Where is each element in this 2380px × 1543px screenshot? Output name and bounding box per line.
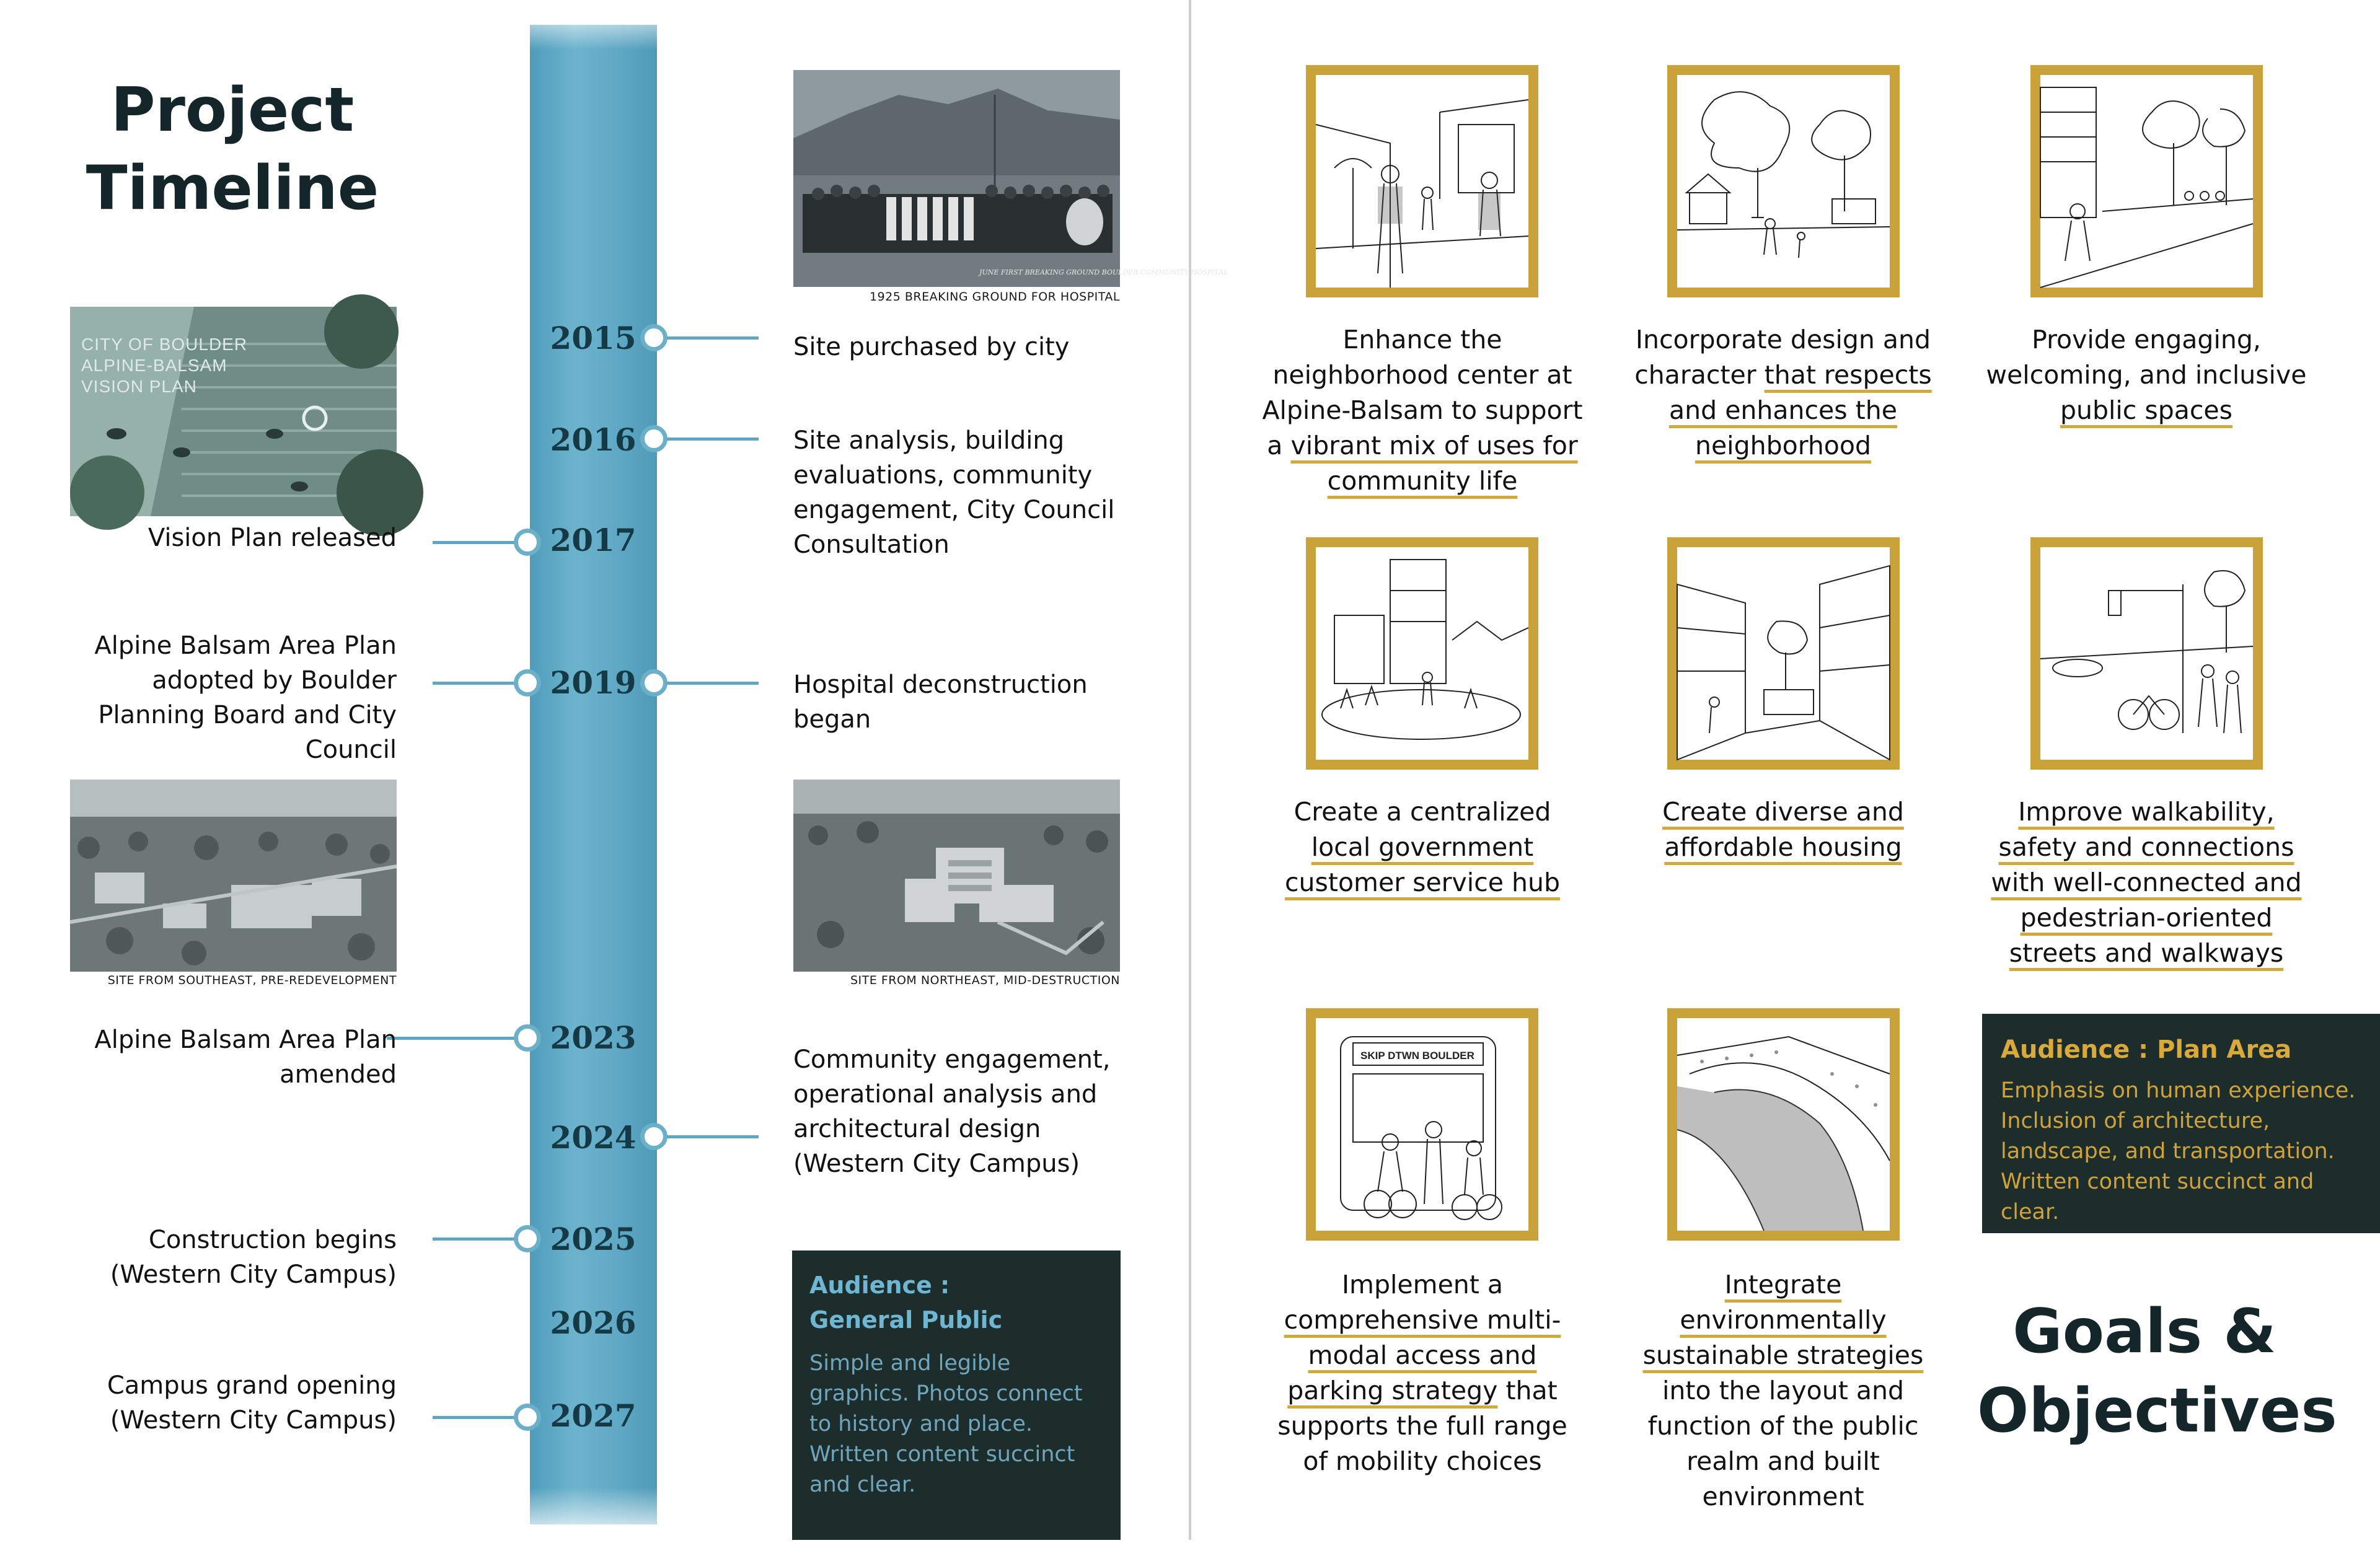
goal-6-text (1985, 794, 2307, 971)
timeline-bar (530, 25, 657, 1524)
timeline-connector-2023 (387, 1037, 516, 1040)
timeline-connector-2019-right (667, 682, 759, 685)
northeast-photo-caption: SITE FROM NORTHEAST, MID-DESTRUCTION (850, 974, 1120, 987)
timeline-node-2019-left (514, 669, 541, 697)
vision-photo-line1: CITY OF BOULDER (81, 335, 248, 354)
event-area-plan-amended: Alpine Balsam Area Plan amended (94, 1026, 397, 1089)
year-2019: 2019 (550, 664, 637, 701)
vision-plan-cover-photo (70, 307, 397, 516)
southeast-photo-caption: SITE FROM SOUTHEAST, PRE-REDEVELOPMENT (107, 974, 397, 987)
goal-2-text-highlight: that respects and enhances the neighborhood (1669, 360, 1932, 460)
hospital-photo-inscription: JUNE FIRST BREAKING GROUND BOULDER COMMUNITY HOSPITAL (979, 268, 1228, 276)
goal-7-text (1261, 1267, 1584, 1479)
audience-title-line2: General Public (809, 1306, 1003, 1334)
event-vision-plan: Vision Plan released (148, 524, 397, 552)
year-2024: 2024 (550, 1119, 637, 1156)
audience-plan-area-title: Audience : Plan Area (2001, 1035, 2292, 1064)
goal-7-text-highlight: comprehensive multi-modal access and parking strategy (1284, 1305, 1561, 1405)
goal-3-text-highlight: public spaces (2060, 395, 2233, 425)
event-deconstruction: Hospital deconstruction began (793, 670, 1088, 734)
goal-4-text-pre: Create a centralized (1294, 797, 1551, 827)
timeline-node-2023 (514, 1024, 541, 1052)
goal-2-text (1622, 322, 1944, 464)
event-community-engagement: Community engagement, operational analysis and architectural design (Western City Campus) (793, 1045, 1111, 1178)
page-divider (1189, 0, 1191, 1540)
goal-4-text-highlight: local government customer service hub (1285, 832, 1560, 897)
goal-7-text-post: that supports the full range of mobility choices (1277, 1376, 1567, 1476)
goal-3-illustration (2030, 65, 2263, 297)
timeline-connector-2015 (667, 336, 759, 340)
goal-1-text (1261, 322, 1584, 499)
timeline-node-2027 (514, 1404, 541, 1431)
goal-3-text-pre: Provide engaging, welcoming, and inclusive (1986, 325, 2307, 390)
goal-8-illustration (1667, 1008, 1900, 1241)
site-southeast-photo (70, 780, 397, 972)
year-2015: 2015 (550, 320, 637, 356)
goal-6-text-highlight: Improve walkability, safety and connections with well-connected and pedestrian-oriented streets and walkways (1991, 797, 2302, 968)
audience-general-public-body: Simple and legible graphics. Photos connect to history and place. Written content succinct and clear. (809, 1351, 1083, 1497)
bus-destination-sign: SKIP DTWN BOULDER (1360, 1050, 1474, 1062)
audience-title-line1: Audience : (809, 1272, 950, 1299)
timeline-connector-2016 (667, 437, 759, 441)
event-site-purchased: Site purchased by city (793, 333, 1070, 361)
goal-1-illustration (1306, 65, 1538, 297)
goal-2-text-pre: Incorporate design and character (1634, 325, 1931, 390)
event-site-analysis: Site analysis, building evaluations, community engagement, City Council Consultation (793, 426, 1115, 559)
audience-general-public-panel (792, 1251, 1121, 1540)
goal-7-text-pre: Implement a (1341, 1270, 1504, 1299)
event-area-plan-adopted: Alpine Balsam Area Plan adopted by Boulder Planning Board and City Council (94, 631, 397, 764)
goal-2-illustration (1667, 65, 1900, 297)
goal-8-text-highlight: Integrate environmentally sustainable strategies (1642, 1270, 1924, 1370)
hospital-photo-caption: 1925 BREAKING GROUND FOR HOSPITAL (869, 290, 1120, 304)
goal-5-text (1622, 794, 1944, 865)
timeline-connector-2025 (433, 1237, 516, 1241)
timeline-node-2025 (514, 1225, 541, 1252)
event-grand-opening: Campus grand opening (Western City Campus) (107, 1371, 397, 1435)
goal-1-text-pre: Enhance the neighborhood center at Alpine-Balsam to support a (1262, 325, 1583, 460)
goal-5-illustration (1667, 537, 1900, 770)
goal-4-text (1261, 794, 1584, 900)
vision-photo-line2: ALPINE-BALSAM (81, 356, 227, 375)
timeline-node-2015 (640, 324, 668, 351)
goal-3-text (1985, 322, 2307, 428)
year-2017: 2017 (550, 522, 637, 558)
hospital-groundbreaking-photo (793, 70, 1228, 287)
goal-7-illustration (1306, 1008, 1538, 1241)
goal-5-text-highlight: Create diverse and affordable housing (1662, 797, 1904, 862)
timeline-node-2024 (640, 1123, 668, 1150)
goals-objectives-title: Goals & Objectives (1977, 1296, 2337, 1446)
audience-plan-area-body: Emphasis on human experience. Inclusion of architecture, landscape, and transportation. Written content succinct and clear. (2001, 1078, 2356, 1224)
year-2023: 2023 (550, 1019, 637, 1056)
timeline-connector-2019-left (433, 682, 516, 685)
vision-photo-line3: VISION PLAN (81, 377, 197, 396)
goal-8-text (1622, 1267, 1944, 1514)
goal-8-text-post: into the layout and function of the public realm and built environment (1647, 1376, 1919, 1511)
goal-4-illustration (1306, 537, 1538, 770)
timeline-connector-2017 (433, 541, 516, 544)
site-northeast-photo (793, 780, 1120, 972)
project-timeline-title: Project Timeline (86, 75, 379, 224)
timeline-connector-2027 (433, 1416, 516, 1419)
audience-general-public-title (809, 1268, 1103, 1337)
year-2025: 2025 (550, 1221, 637, 1257)
timeline-node-2016 (640, 425, 668, 452)
year-2027: 2027 (550, 1397, 637, 1434)
goal-1-text-highlight: vibrant mix of uses for community life (1290, 431, 1578, 496)
year-2026: 2026 (550, 1304, 637, 1341)
timeline-connector-2024 (667, 1135, 759, 1138)
event-construction-begins: Construction begins (Western City Campus) (110, 1226, 397, 1289)
audience-plan-area-panel (1982, 1014, 2380, 1233)
timeline-node-2019-right (640, 669, 668, 697)
goal-6-illustration (2030, 537, 2263, 770)
timeline-node-2017 (514, 529, 541, 556)
year-2016: 2016 (550, 421, 637, 458)
